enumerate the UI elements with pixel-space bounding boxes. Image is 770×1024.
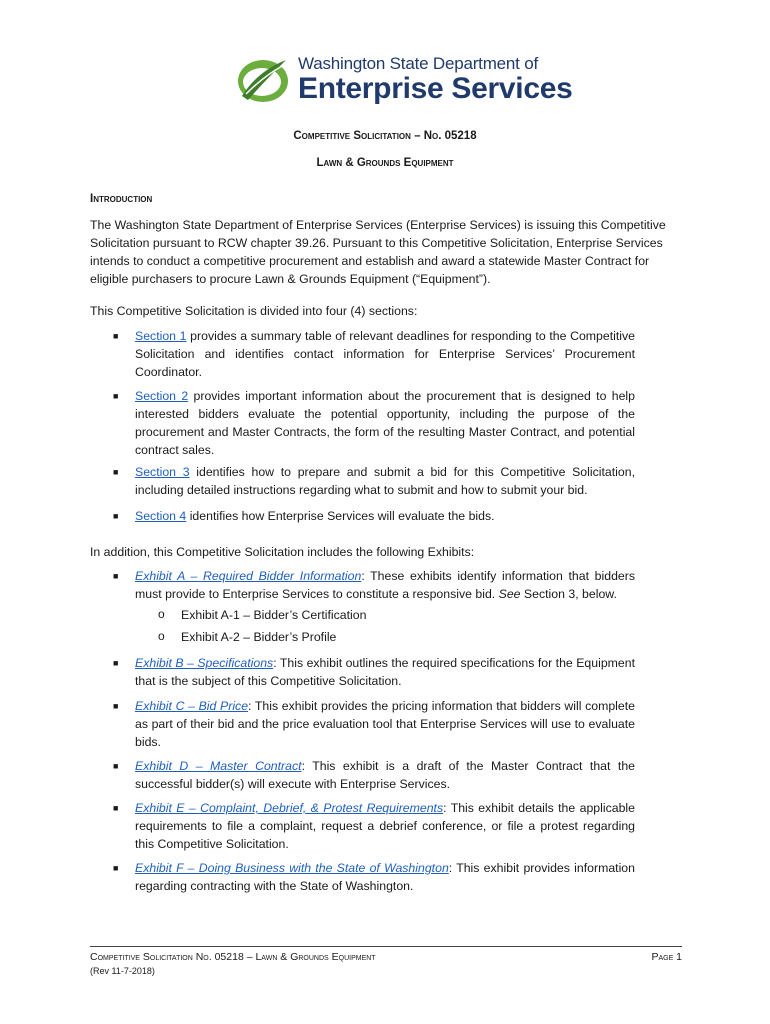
leaf-logo-icon [234, 50, 292, 108]
footer-divider [90, 946, 682, 947]
bullet-icon: ■ [113, 658, 119, 668]
bullet-icon: ■ [113, 571, 119, 581]
bullet-icon: ■ [113, 803, 119, 813]
list-item-exhibit-f: Exhibit F – Doing Business with the State of Washington: This exhibit provides information regarding contracting with the State of Washington. [135, 861, 635, 893]
bullet-icon: ■ [113, 863, 119, 873]
section-3-link[interactable]: Section 3 [135, 465, 190, 479]
document-title: Competitive Solicitation – No. 05218 [293, 130, 477, 142]
footer-page-number: Page 1 [651, 951, 682, 963]
section-4-link[interactable]: Section 4 [135, 509, 187, 523]
document-subtitle: Lawn & Grounds Equipment [316, 157, 454, 169]
sub-list-item-exhibit-a1: Exhibit A-1 – Bidder’s Certification [181, 608, 367, 622]
bullet-icon: ■ [113, 391, 119, 401]
exhibit-a-link[interactable]: Exhibit A – Required Bidder Information [135, 569, 362, 583]
logo-text-line1: Washington State Department of [298, 54, 539, 73]
footer-revision: (Rev 11-7-2018) [90, 966, 155, 976]
section-2-link[interactable]: Section 2 [135, 389, 189, 403]
list-item-exhibit-c: Exhibit C – Bid Price: This exhibit provides the pricing information that bidders will complete as part of their bid and the price evaluation tool that Enterprise Services will use to evaluate bids. [135, 699, 636, 749]
exhibit-b-link[interactable]: Exhibit B – Specifications [135, 656, 274, 670]
list-item-section-4: Section 4 identifies how Enterprise Services will evaluate the bids. [135, 509, 495, 523]
list-item-section-1: Section 1 provides a summary table of relevant deadlines for responding to the Competitive Solicitation and identifies contact information for Enterprise Services’ Procurement Coordinator. [135, 329, 635, 379]
list-item-section-3: Section 3 identifies how to prepare and submit a bid for this Competitive Solicitation, including detailed instructions regarding what to submit and how to submit your bid. [135, 465, 635, 497]
exhibit-d-link[interactable]: Exhibit D – Master Contract [135, 759, 302, 773]
logo-text-line2: Enterprise Services [298, 72, 573, 105]
sections-intro-paragraph: This Competitive Solicitation is divided into four (4) sections: [90, 304, 418, 318]
bullet-icon: ■ [113, 761, 119, 771]
exhibit-f-link[interactable]: Exhibit F – Doing Business with the State of Washington [135, 861, 449, 875]
bullet-icon: ■ [113, 701, 119, 711]
exhibit-e-link[interactable]: Exhibit E – Complaint, Debrief, & Protest Requirements [135, 801, 444, 815]
footer-document-title: Competitive Solicitation No. 05218 – Lawn & Grounds Equipment [90, 951, 376, 963]
list-item-exhibit-a: Exhibit A – Required Bidder Information: These exhibits identify information that bidders must provide to Enterprise Services to constitute a responsive bid. See Section 3, below. [135, 569, 635, 601]
list-item-exhibit-b: Exhibit B – Specifications: This exhibit outlines the required specifications for the Equipment that is the subject of this Competitive Solicitation. [135, 656, 635, 688]
section-1-link[interactable]: Section 1 [135, 329, 187, 343]
exhibit-c-link[interactable]: Exhibit C – Bid Price [135, 699, 249, 713]
exhibits-intro-paragraph: In addition, this Competitive Solicitation includes the following Exhibits: [90, 545, 475, 559]
intro-paragraph: The Washington State Department of Enterprise Services (Enterprise Services) is issuing this Competitive Solicitation pursuant to RCW chapter 39.26. Pursuant to this Competitive Solicitation, Enterprise Services intends to conduct a competitive procurement and establish and award a statewide Master Contract for eligible purchasers to procure Lawn & Grounds Equipment (“Equipment”). [90, 218, 666, 286]
bullet-icon: ■ [113, 467, 119, 477]
list-item-exhibit-e: Exhibit E – Complaint, Debrief, & Protest Requirements: This exhibit details the applicable requirements to file a complaint, request a debrief conference, or file a protest regarding this Competitive Solicitation. [135, 801, 635, 851]
bullet-icon: ■ [113, 511, 119, 521]
bullet-icon: ■ [113, 331, 119, 341]
sub-bullet-icon: o [158, 607, 165, 621]
section-heading-introduction: Introduction [90, 193, 153, 205]
des-logo [234, 48, 573, 110]
list-item-exhibit-d: Exhibit D – Master Contract: This exhibit is a draft of the Master Contract that the successful bidder(s) will execute with Enterprise Services. [135, 759, 635, 791]
sub-bullet-icon: o [158, 629, 165, 643]
list-item-section-2: Section 2 provides important information about the procurement that is designed to help interested bidders evaluate the potential opportunity, including the purpose of the procurement and Master Contracts, the form of the resulting Master Contract, and potential contract sales. [135, 389, 635, 457]
sub-list-item-exhibit-a2: Exhibit A-2 – Bidder’s Profile [181, 630, 337, 644]
